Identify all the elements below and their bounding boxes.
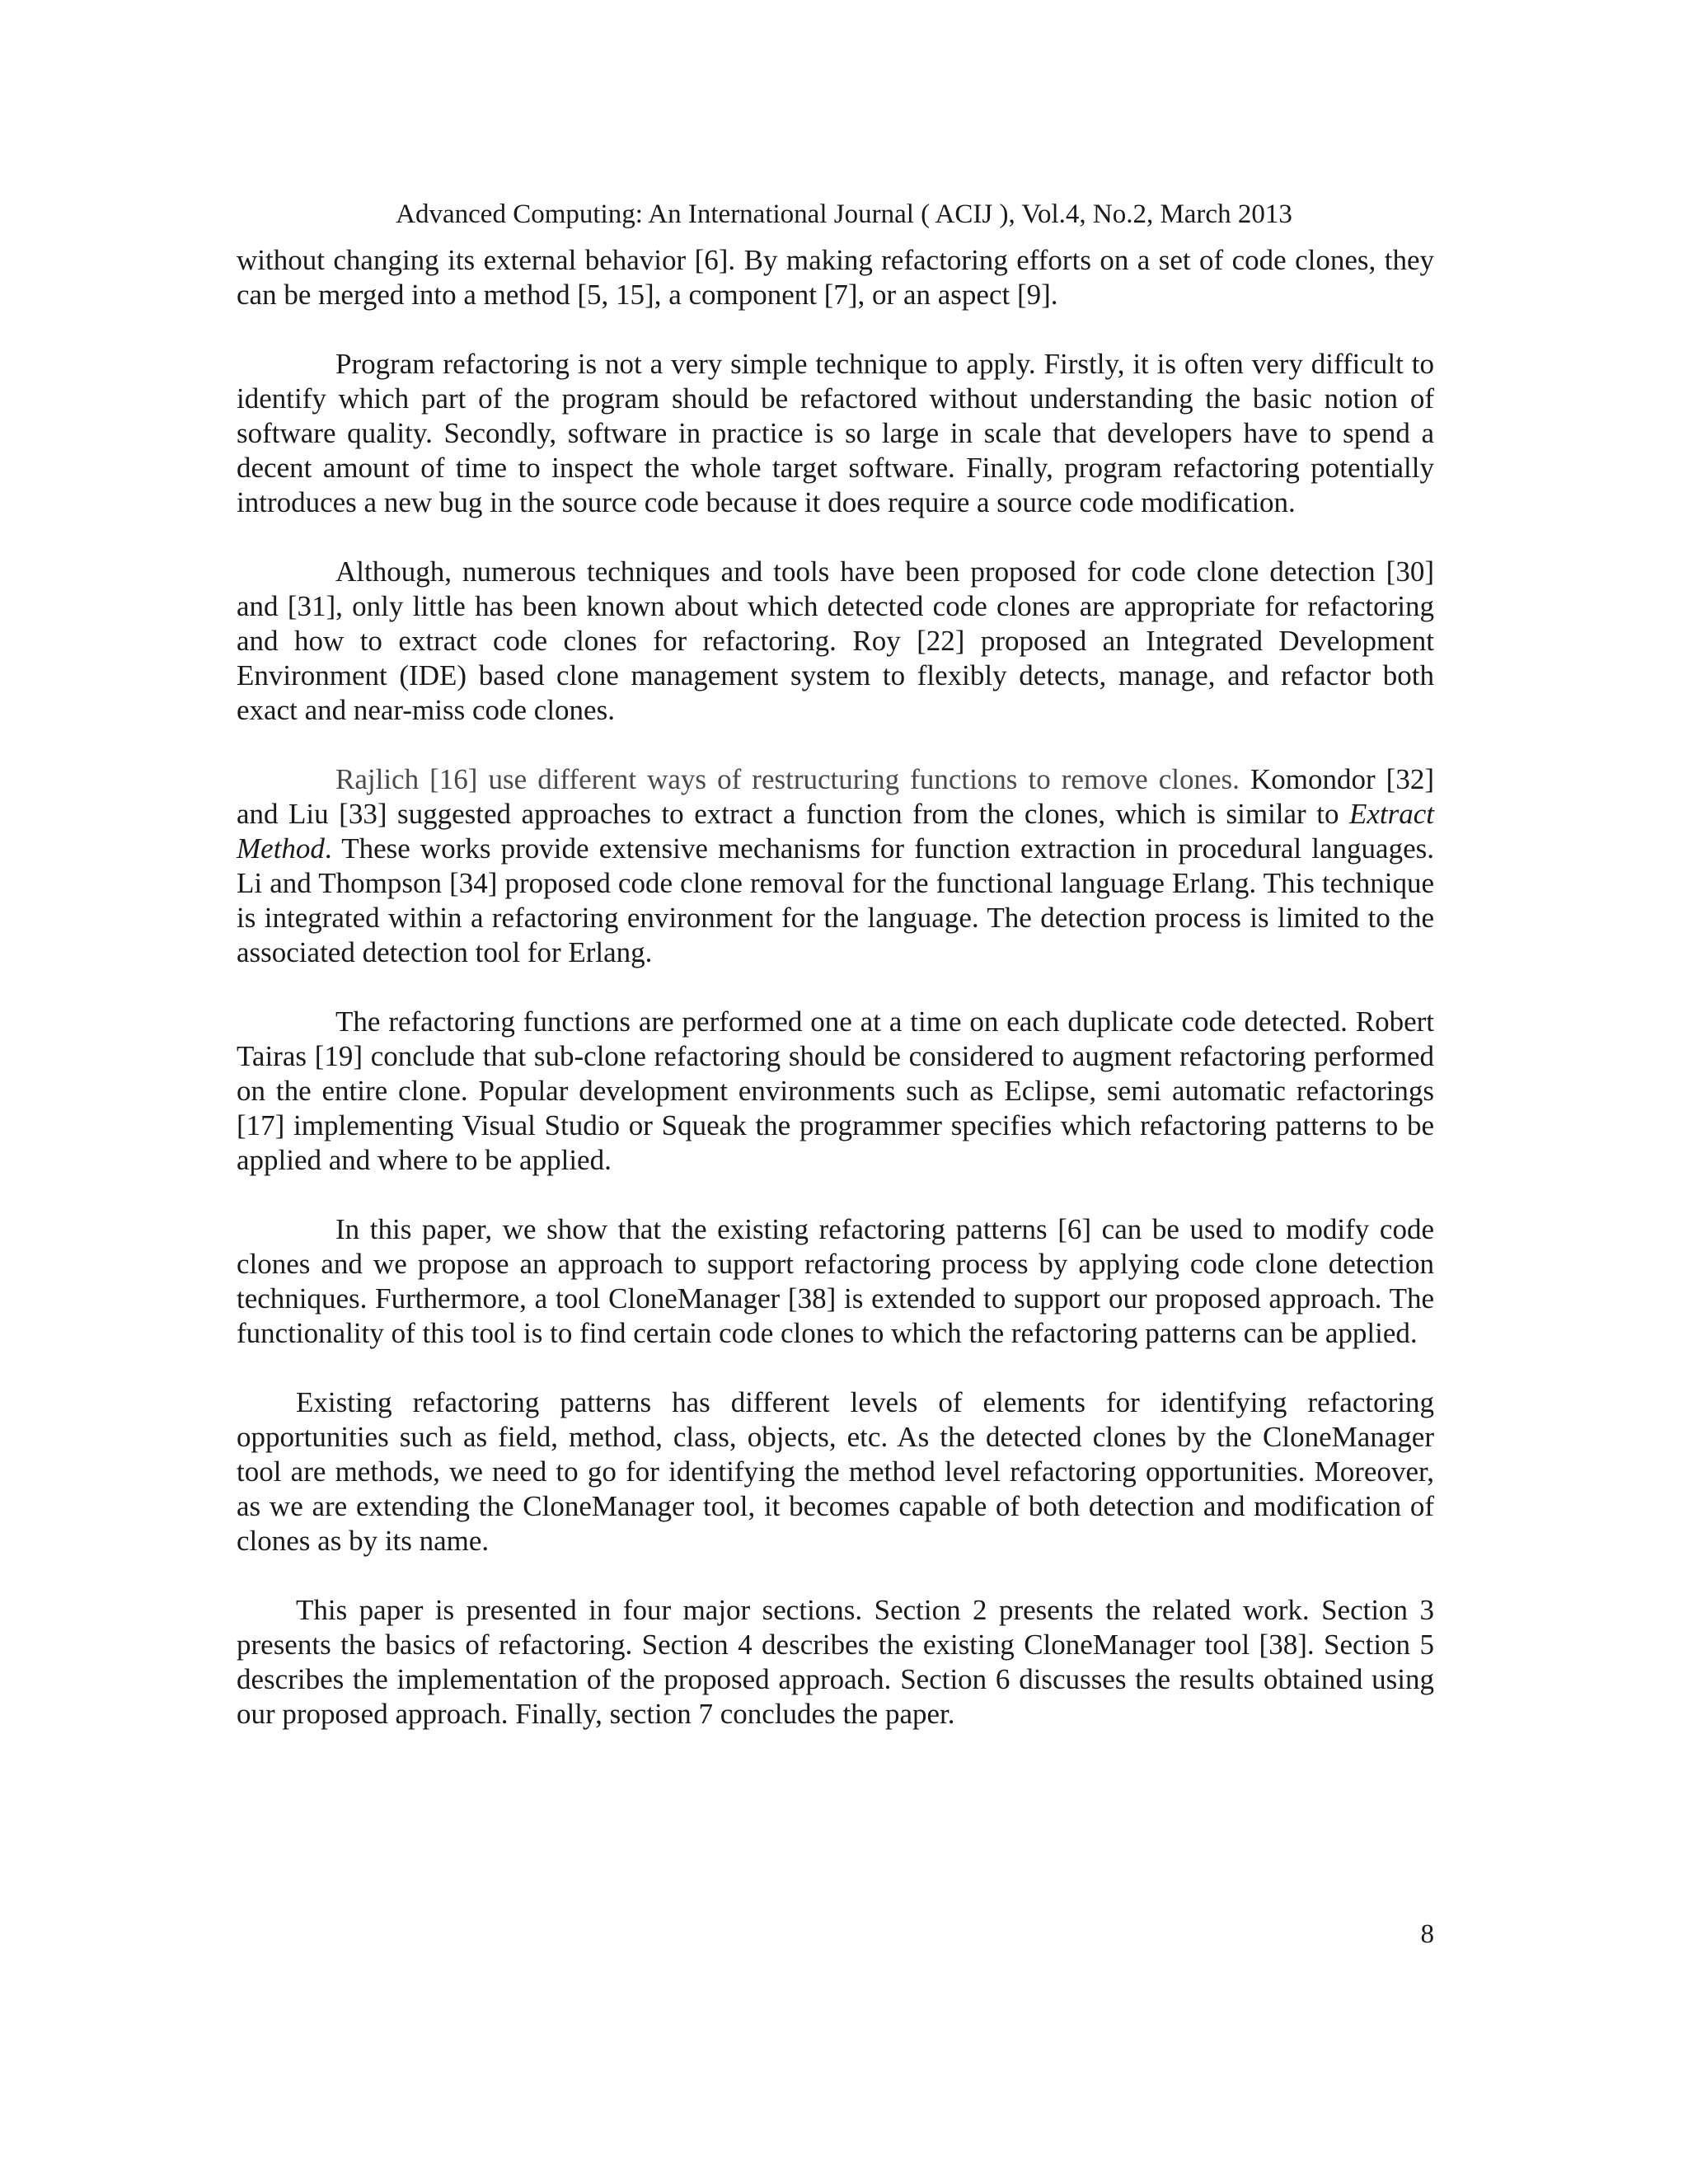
body-text (237, 243, 1434, 1766)
page-number: 8 (1420, 1919, 1434, 1949)
rajlich-sentence: Rajlich [16] use different ways of restructuring functions to remove clones. (335, 763, 1240, 795)
paragraph-paper-organization: This paper is presented in four major sections. Section 2 presents the related work. Section 3 presents the basics of refactoring. Section 4 describes the existing CloneManager tool [38]. Section 5 describes the implementation of the proposed approach. Section 6 discusses the results obtained using our proposed approach. Finally, section 7 concludes the paper. (237, 1594, 1434, 1730)
running-header: Advanced Computing: An International Journal ( ACIJ ), Vol.4, No.2, March 2013 (396, 199, 1292, 229)
komondor-text: Komondor [32] and Liu [33] suggested approaches to extract a function from the clones, which is similar to (237, 763, 1434, 830)
paragraph-program-refactoring: Program refactoring is not a very simple technique to apply. Firstly, it is often very difficult to identify which part of the program should be refactored without understanding the basic notion of software quality. Secondly, software in practice is so large in scale that developers have to spend a decent amount of time to inspect the whole target software. Finally, program refactoring potentially introduces a new bug in the source code because it does require a source code modification. (237, 348, 1434, 518)
paragraph-this-paper: In this paper, we show that the existing refactoring patterns [6] can be used to modify code clones and we propose an approach to support refactoring process by applying code clone detection techniques. Furthermore, a tool CloneManager [38] is extended to support our proposed approach. The functionality of this tool is to find certain code clones to which the refactoring patterns can be applied. (237, 1213, 1434, 1349)
paragraph-clone-detection-tools: Although, numerous techniques and tools have been proposed for code clone detection [30] and [31], only little has been known about which detected code clones are appropriate for refactoring and how to extract code clones for refactoring. Roy [22] proposed an Integrated Development Environment (IDE) based clone management system to flexibly detects, manage, and refactor both exact and near-miss code clones. (237, 555, 1434, 726)
paragraph-existing-patterns: Existing refactoring patterns has different levels of elements for identifying refactoring opportunities such as field, method, class, objects, etc. As the detected clones by the CloneManager tool are methods, we need to go for identifying the method level refactoring opportunities. Moreover, as we are extending the CloneManager tool, it becomes capable of both detection and modification of clones as by its name. (237, 1386, 1434, 1557)
paragraph-refactoring-functions: The refactoring functions are performed one at a time on each duplicate code detected. Robert Tairas [19] conclude that sub-clone refactoring should be considered to augment refactoring performed on the entire clone. Popular development environments such as Eclipse, semi automatic refactorings [17] implementing Visual Studio or Squeak the programmer specifies which refactoring patterns to be applied and where to be applied. (237, 1005, 1434, 1176)
paragraph-continuation: without changing its external behavior [6]. By making refactoring efforts on a set of code clones, they can be merged into a method [5, 15], a component [7], or an aspect [9]. (237, 244, 1434, 311)
function-extraction-text: . These works provide extensive mechanisms for function extraction in procedural languages. Li and Thompson [34] proposed code clone removal for the functional language Erlang. This technique is integrated within a refactoring environment for the language. The detection process is limited to the associated detection tool for Erlang. (237, 832, 1434, 968)
paragraph-function-extraction (237, 762, 1434, 970)
extract-method-term: Extract Method (237, 798, 1434, 865)
